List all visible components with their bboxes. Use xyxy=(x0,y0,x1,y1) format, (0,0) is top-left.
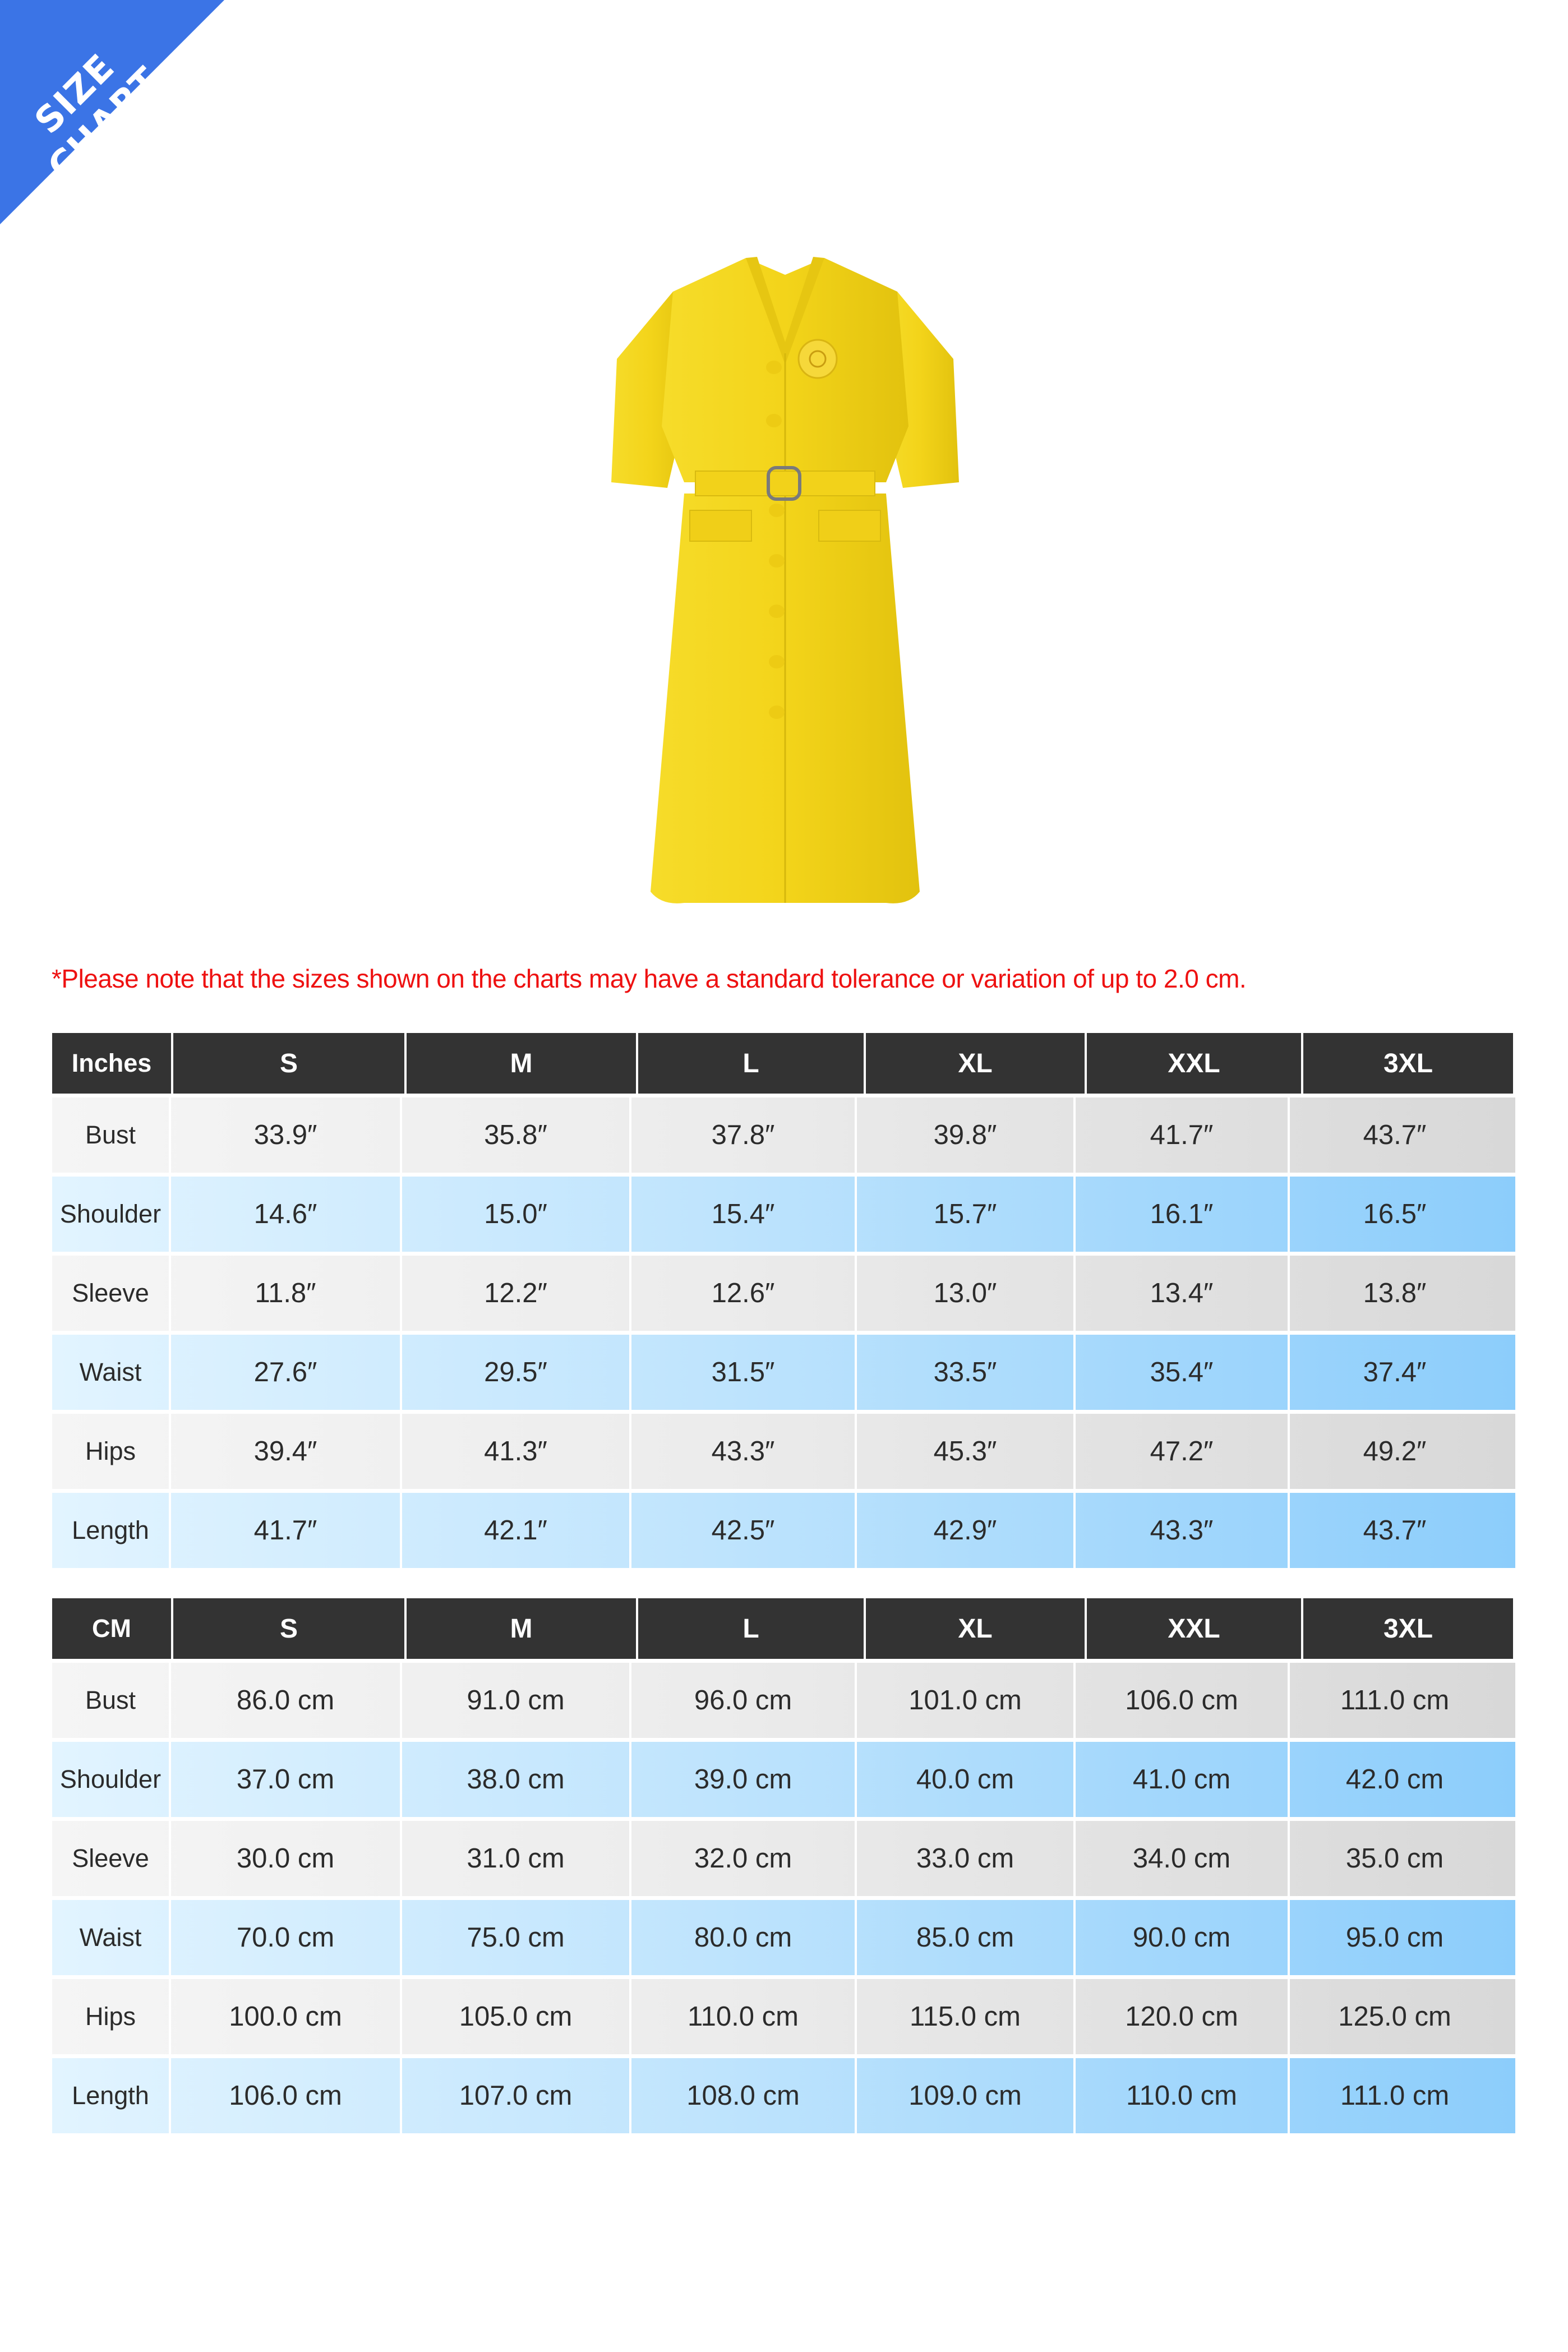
measurement-cell: 33.0 cm xyxy=(857,1821,1076,1896)
measurement-cell: 41.0 cm xyxy=(1076,1742,1290,1817)
column-header: S xyxy=(173,1033,404,1094)
measurement-cell: 47.2″ xyxy=(1076,1414,1290,1489)
column-header: XL xyxy=(866,1598,1085,1659)
measurement-cell: 101.0 cm xyxy=(857,1663,1076,1738)
table-row xyxy=(52,1414,1515,1489)
measurement-cell: 16.1″ xyxy=(1076,1177,1290,1252)
measurement-cell: 15.7″ xyxy=(857,1177,1076,1252)
measurement-cell: 16.5″ xyxy=(1363,1199,1427,1229)
measurement-cell: 42.0 cm xyxy=(1345,1764,1444,1795)
table-row xyxy=(52,1663,1515,1738)
measurement-cell: 30.0 cm xyxy=(171,1821,402,1896)
measurement-cell: 12.2″ xyxy=(402,1256,631,1331)
measurement-cell: 27.6″ xyxy=(171,1335,402,1410)
measurement-cell: 109.0 cm xyxy=(857,2058,1076,2133)
row-label: Length xyxy=(52,2058,171,2133)
row-label: Waist xyxy=(52,1335,171,1410)
measurement-cell: 75.0 cm xyxy=(402,1900,631,1975)
row-label: Sleeve xyxy=(52,1821,171,1896)
measurement-cell: 40.0 cm xyxy=(857,1742,1076,1817)
measurement-cell: 110.0 cm xyxy=(631,1979,857,2054)
measurement-cell: 45.3″ xyxy=(857,1414,1076,1489)
measurement-cell: 35.4″ xyxy=(1076,1335,1290,1410)
size-table-cm xyxy=(52,1598,1515,2137)
column-header: M xyxy=(407,1598,636,1659)
measurement-cell: 37.8″ xyxy=(631,1097,857,1173)
column-header: 3XL xyxy=(1303,1598,1513,1659)
measurement-cell: 35.0 cm xyxy=(1345,1843,1444,1874)
table-body xyxy=(52,1663,1515,2133)
size-table-inches xyxy=(52,1033,1515,1572)
measurement-cell: 43.3″ xyxy=(631,1414,857,1489)
table-body xyxy=(52,1097,1515,1568)
product-image-dress xyxy=(606,247,965,914)
measurement-cell: 42.1″ xyxy=(402,1493,631,1568)
row-label: Hips xyxy=(52,1979,171,2054)
column-header: S xyxy=(173,1598,404,1659)
measurement-cell: 15.4″ xyxy=(631,1177,857,1252)
measurement-cell: 41.3″ xyxy=(402,1414,631,1489)
column-header: XXL xyxy=(1087,1033,1301,1094)
table-row xyxy=(52,1821,1515,1896)
measurement-cell: 33.9″ xyxy=(171,1097,402,1173)
measurement-cell: 111.0 cm xyxy=(1340,2081,1450,2111)
row-label: Bust xyxy=(52,1663,171,1738)
measurement-cell: 38.0 cm xyxy=(402,1742,631,1817)
measurement-cell: 31.5″ xyxy=(631,1335,857,1410)
measurement-cell: 37.4″ xyxy=(1363,1357,1427,1387)
column-header: L xyxy=(638,1598,864,1659)
tolerance-note: *Please note that the sizes shown on the charts may have a standard tolerance or variation of up to 2.0 cm. xyxy=(52,964,1247,993)
measurement-cell: 96.0 cm xyxy=(631,1663,857,1738)
table-row xyxy=(52,1979,1515,2054)
measurement-cell: 42.9″ xyxy=(857,1493,1076,1568)
measurement-cell: 70.0 cm xyxy=(171,1900,402,1975)
measurement-cell: 42.5″ xyxy=(631,1493,857,1568)
measurement-cell: 35.8″ xyxy=(402,1097,631,1173)
unit-header: CM xyxy=(52,1598,171,1659)
column-header: L xyxy=(638,1033,864,1094)
table-row xyxy=(52,1177,1515,1252)
measurement-cell: 34.0 cm xyxy=(1076,1821,1290,1896)
measurement-cell: 33.5″ xyxy=(857,1335,1076,1410)
measurement-cell: 95.0 cm xyxy=(1345,1922,1444,1953)
column-header: XL xyxy=(866,1033,1085,1094)
measurement-cell: 29.5″ xyxy=(402,1335,631,1410)
measurement-cell: 13.8″ xyxy=(1363,1278,1427,1308)
measurement-cell: 107.0 cm xyxy=(402,2058,631,2133)
measurement-cell: 100.0 cm xyxy=(171,1979,402,2054)
table-row xyxy=(52,1742,1515,1817)
row-label: Waist xyxy=(52,1900,171,1975)
measurement-cell: 106.0 cm xyxy=(171,2058,402,2133)
measurement-cell: 110.0 cm xyxy=(1076,2058,1290,2133)
measurement-cell: 11.8″ xyxy=(171,1256,402,1331)
measurement-cell: 43.7″ xyxy=(1363,1515,1427,1546)
row-label: Hips xyxy=(52,1414,171,1489)
measurement-cell: 32.0 cm xyxy=(631,1821,857,1896)
measurement-cell: 15.0″ xyxy=(402,1177,631,1252)
ribbon-label: SIZE CHART xyxy=(27,46,169,188)
measurement-cell: 111.0 cm xyxy=(1340,1685,1450,1715)
measurement-cell: 115.0 cm xyxy=(857,1979,1076,2054)
measurement-cell: 49.2″ xyxy=(1363,1436,1427,1466)
measurement-cell: 39.4″ xyxy=(171,1414,402,1489)
measurement-cell: 31.0 cm xyxy=(402,1821,631,1896)
measurement-cell: 37.0 cm xyxy=(171,1742,402,1817)
table-row xyxy=(52,1493,1515,1568)
size-chart-ribbon xyxy=(0,0,224,224)
column-header: 3XL xyxy=(1303,1033,1513,1094)
measurement-cell: 120.0 cm xyxy=(1076,1979,1290,2054)
measurement-cell: 125.0 cm xyxy=(1338,2001,1451,2032)
measurement-cell: 41.7″ xyxy=(171,1493,402,1568)
measurement-cell: 85.0 cm xyxy=(857,1900,1076,1975)
measurement-cell: 86.0 cm xyxy=(171,1663,402,1738)
measurement-cell: 14.6″ xyxy=(171,1177,402,1252)
measurement-cell: 41.7″ xyxy=(1076,1097,1290,1173)
measurement-cell: 91.0 cm xyxy=(402,1663,631,1738)
unit-header: Inches xyxy=(52,1033,171,1094)
measurement-cell: 13.4″ xyxy=(1076,1256,1290,1331)
row-label: Sleeve xyxy=(52,1256,171,1331)
measurement-cell: 39.0 cm xyxy=(631,1742,857,1817)
measurement-cell: 43.3″ xyxy=(1076,1493,1290,1568)
table-row xyxy=(52,1900,1515,1975)
table-row xyxy=(52,1097,1515,1173)
table-row xyxy=(52,1335,1515,1410)
row-label: Length xyxy=(52,1493,171,1568)
table-row xyxy=(52,1256,1515,1331)
table-header-row xyxy=(52,1033,1515,1094)
measurement-cell: 13.0″ xyxy=(857,1256,1076,1331)
row-label: Shoulder xyxy=(52,1177,171,1252)
measurement-cell: 39.8″ xyxy=(857,1097,1076,1173)
measurement-cell: 12.6″ xyxy=(631,1256,857,1331)
measurement-cell: 43.7″ xyxy=(1363,1120,1427,1150)
column-header: XXL xyxy=(1087,1598,1301,1659)
measurement-cell: 105.0 cm xyxy=(402,1979,631,2054)
row-label: Shoulder xyxy=(52,1742,171,1817)
column-header: M xyxy=(407,1033,636,1094)
row-label: Bust xyxy=(52,1097,171,1173)
measurement-cell: 108.0 cm xyxy=(631,2058,857,2133)
table-header-row xyxy=(52,1598,1515,1659)
measurement-cell: 106.0 cm xyxy=(1076,1663,1290,1738)
table-row xyxy=(52,2058,1515,2133)
measurement-cell: 90.0 cm xyxy=(1076,1900,1290,1975)
measurement-cell: 80.0 cm xyxy=(631,1900,857,1975)
